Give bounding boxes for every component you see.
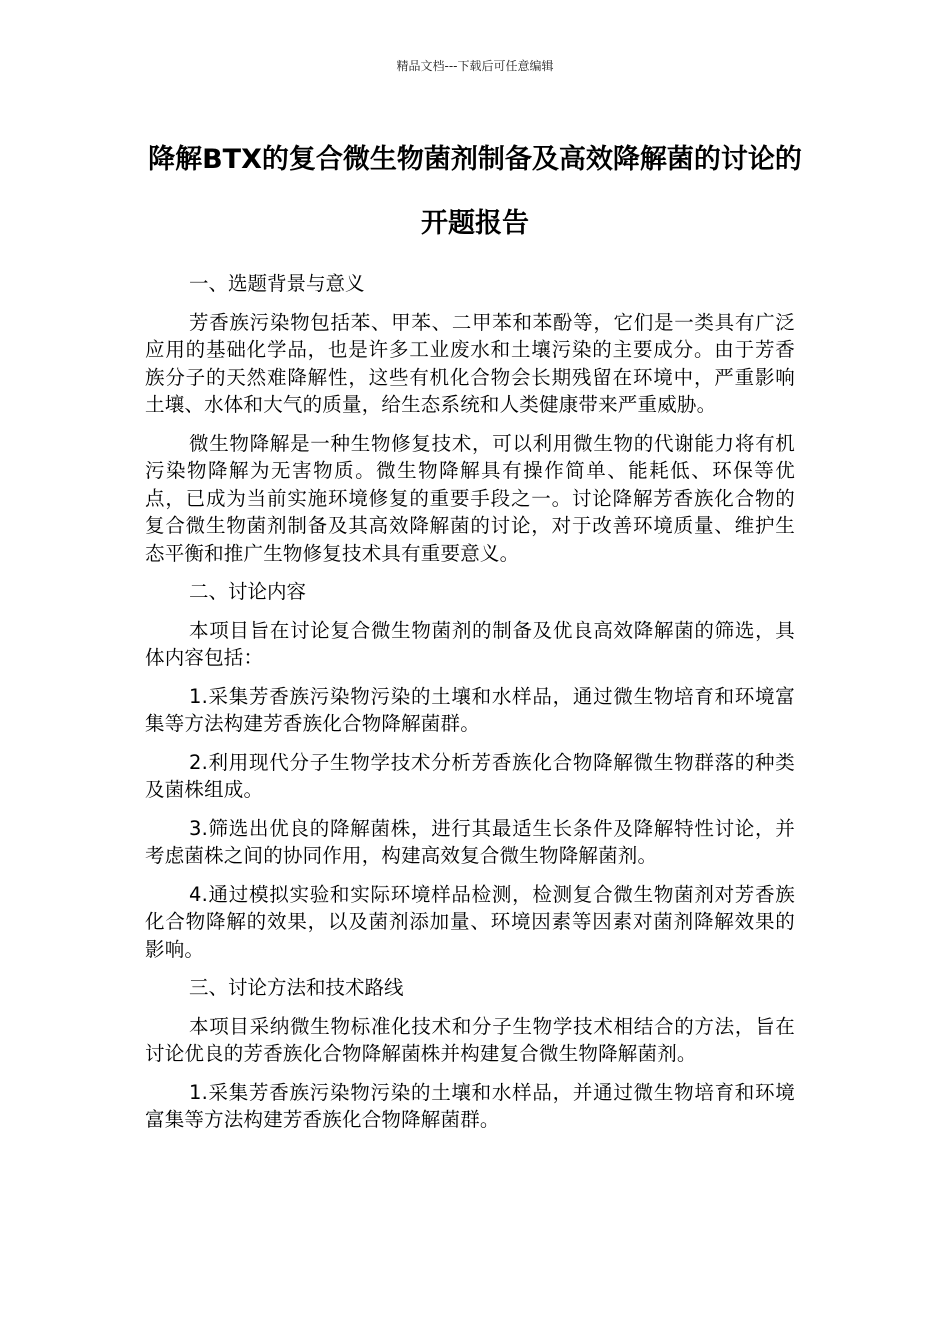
paragraph: 本项目旨在讨论复合微生物菌剂的制备及优良高效降解菌的筛选，具体内容包括：	[145, 618, 795, 669]
paragraph: 微生物降解是一种生物修复技术，可以利用微生物的代谢能力将有机污染物降解为无害物质。微生物降解具有操作简单、能耗低、环保等优点，已成为当前实施环境修复的重要手段之一。讨论降解芳香族化合物的复合微生物菌剂制备及其高效降解菌的讨论，对于改善环境质量、维护生态平衡和推广生物修复技术具有重要意义。	[145, 431, 795, 565]
document-body	[145, 270, 795, 1145]
paragraph: 芳香族污染物包括苯、甲苯、二甲苯和苯酚等，它们是一类具有广泛应用的基础化学品，也是许多工业废水和土壤污染的主要成分。由于芳香族分子的天然难降解性，这些有机化合物会长期残留在环境中，严重影响土壤、水体和大气的质量，给生态系统和人类健康带来严重威胁。	[145, 310, 795, 416]
page-header: 精品文档---下载后可任意编辑	[396, 59, 554, 73]
document-title: 降解BTX的复合微生物菌剂制备及高效降解菌的讨论的开题报告	[148, 144, 802, 239]
list-item: 4.通过模拟实验和实际环境样品检测，检测复合微生物菌剂对芳香族化合物降解的效果，以及菌剂添加量、环境因素等因素对菌剂降解效果的影响。	[145, 882, 795, 961]
list-item: 2.利用现代分子生物学技术分析芳香族化合物降解微生物群落的种类及菌株组成。	[145, 750, 795, 801]
section-heading-background: 一、选题背景与意义	[189, 272, 365, 295]
list-item: 3.筛选出优良的降解菌株，进行其最适生长条件及降解特性讨论，并考虑菌株之间的协同作用，构建高效复合微生物降解菌剂。	[145, 816, 795, 867]
list-item: 1.采集芳香族污染物污染的土壤和水样品，并通过微生物培育和环境富集等方法构建芳香族化合物降解菌群。	[145, 1080, 795, 1131]
list-item: 1.采集芳香族污染物污染的土壤和水样品，通过微生物培育和环境富集等方法构建芳香族化合物降解菌群。	[145, 684, 795, 735]
section-heading-methods: 三、讨论方法和技术路线	[189, 976, 404, 999]
section-heading-content: 二、讨论内容	[189, 580, 307, 603]
paragraph: 本项目采纳微生物标准化技术和分子生物学技术相结合的方法，旨在讨论优良的芳香族化合物降解菌株并构建复合微生物降解菌剂。	[145, 1014, 795, 1065]
